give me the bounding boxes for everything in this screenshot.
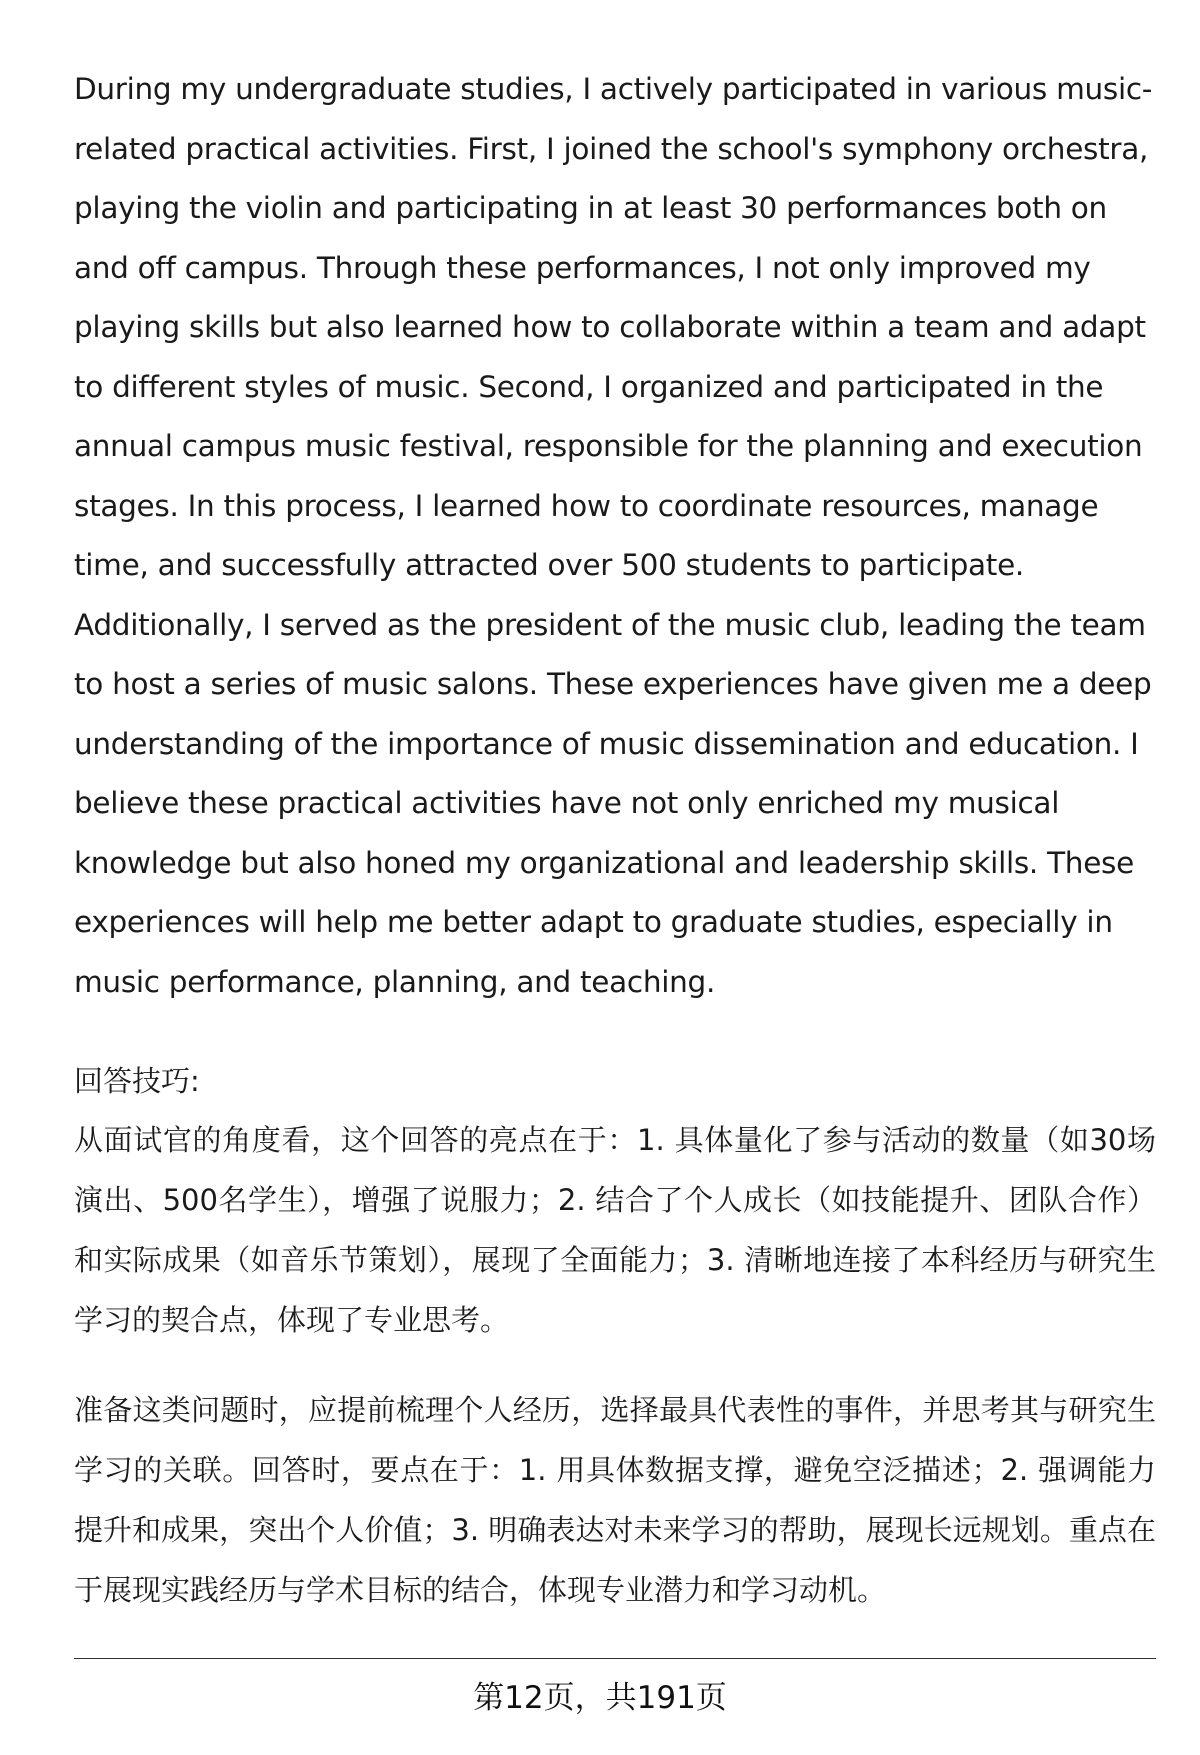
page-indicator: 第12页，共191页 [473, 1680, 727, 1716]
answer-paragraph-english: During my undergraduate studies, I actively participated in various music-related practical activities. First, I joined the school's symphony orchestra, playing the violin and participating in at least 30 performances both on and off campus. Through these performances, I not only improved my playing skills but also learned how to collaborate within a team and adapt to different styles of music. Second, I organized and participated in the annual campus music festival, responsible for the planning and execution stages. In this process, I learned how to coordinate resources, manage time, and successfully attracted over 500 students to participate. Additionally, I served as the president of the music club, leading the team to host a series of music salons. These experiences have given me a deep understanding of the importance of music dissemination and education. I believe these practical activities have not only enriched my musical knowledge but also honed my organizational and leadership skills. These experiences will help me better adapt to graduate studies, especially in music performance, planning, and teaching. [74, 72, 1153, 999]
footer-divider [74, 1658, 1156, 1659]
tips-paragraph-1: 从面试官的角度看，这个回答的亮点在于：1. 具体量化了参与活动的数量（如30场演出、500名学生），增强了说服力；2. 结合了个人成长（如技能提升、团队合作）和实际成果（如音乐节策划），展现了全面能力；3. 清晰地连接了本科经历与研究生学习的契合点，体现了专业思考。 [74, 1123, 1156, 1337]
document-page [74, 60, 1156, 1620]
tips-heading: 回答技巧: [74, 1064, 200, 1098]
tips-paragraph-2: 准备这类问题时，应提前梳理个人经历，选择最具代表性的事件，并思考其与研究生学习的关联。回答时，要点在于：1. 用具体数据支撑，避免空泛描述；2. 强调能力提升和成果，突出个人价值；3. 明确表达对未来学习的帮助，展现长远规划。重点在于展现实践经历与学术目标的结合，体现专业潜力和学习动机。 [74, 1393, 1156, 1607]
